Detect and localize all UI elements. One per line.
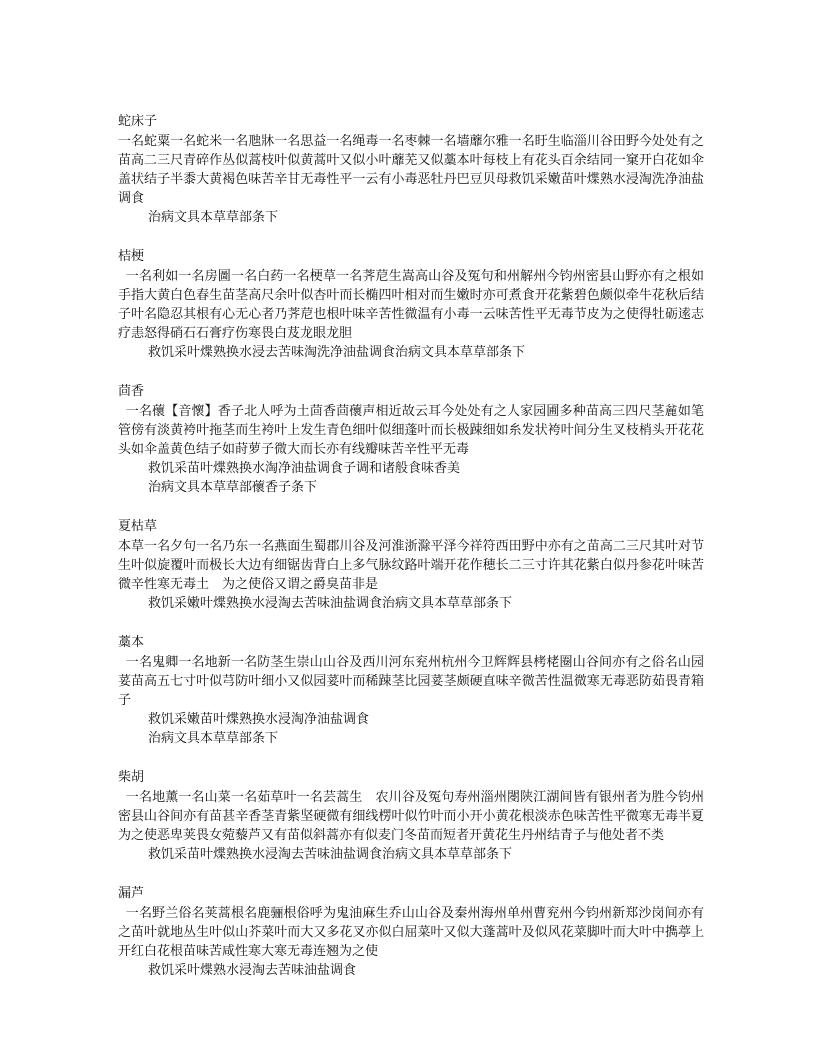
entry-title: 夏枯草 [118, 519, 158, 534]
entry-note: 救饥采叶煠熟换水浸去苦味淘洗净油盐调食治病文具本草草部条下 [148, 345, 526, 360]
entry-body: 一名野兰俗名荚蒿根名鹿骊根俗呼为鬼油麻生乔山山谷及秦州海州单州曹兖州今钧州新郑沙岗间亦有之苗叶就地丛生叶似山芥菜叶而大又多花叉亦似白屈菜叶又似大蓬蒿叶及似风花菜脚叶而大叶中擕葶上开红白花根苗味苦咸性寒大寒无毒连翘为之使 [118, 906, 704, 959]
entry-shechuangzi [118, 112, 704, 227]
entry-body: 一名蛇粟一名蛇米一名虺牀一名思益一名绳毒一名枣棘一名墙蘼尔雅一名盱生临淄川谷田野今处处有之苗高二三尺青碎作丛似蒿枝叶似黄蒿叶又似小叶蘼芜又似藁本叶每枝上有花头百余结同一窠开白花如伞盖状结子半黍大黄褐色味苦辛甘无毒性平一云有小毒恶牡丹巴豆贝母救饥采嫩苗叶煠熟水浸淘洗净油盐调食 [118, 134, 704, 206]
entry-title: 茴香 [118, 384, 145, 399]
entry-gaoben [118, 633, 704, 748]
entry-body: 一名蘹【音懷】香子北人呼为土茴香茴蘹声相近故云耳今处处有之人家园圃多种苗高三四尺茎麄如笔管傍有淡黄袴叶拖茎而生袴叶上发生青色细叶似细蓬叶而长极踈细如糸发状袴叶间分生叉枝梢头开花花头如伞盖黄色结子如莳萝子微大而长亦有线瓣味苦辛性平无毒 [118, 404, 704, 457]
entry-body: 一名地薰一名山菜一名茹草叶一名芸蒿生 农川谷及冤句寿州淄州閿陕江湖间皆有银州者为胜今钧州密县山谷间亦有苗甚辛香茎青紫坚硬微有细线楞叶似竹叶而小开小黄花根淡赤色味苦性平微寒无毒半夏为之使恶卑荚畏女菀藜芦又有苗似斜蒿亦有似麦门冬苗而短者开黄花生丹州结青子与他处者不类 [118, 790, 704, 843]
entry-huixiang [118, 382, 704, 497]
entry-title: 漏芦 [118, 886, 145, 901]
entry-body: 一名利如一名房圖一名白药一名梗草一名荠苨生嵩高山谷及冤句和州解州今钧州密县山野亦有之根如手指大黄白色春生苗茎高尺余叶似杏叶而长椭四叶相对而生嫩时亦可煮食开花紫碧色颇似牵牛花秋后结子叶名隐忍其根有心无心者乃荠苨也根叶味辛苦性微温有小毒一云味苦性平无毒节皮为之使得牡砺逺志疗恚怒得硝石石膏疗伤寒畏白芨龙眼龙胆 [118, 269, 704, 341]
entry-note: 治病文具本草草部条下 [148, 731, 279, 746]
entry-note: 救饥采苗叶煠熟换水淘净油盐调食子调和诸般食味香美 [148, 461, 461, 476]
entry-xiakucao [118, 517, 704, 613]
document-page [118, 112, 704, 1000]
entry-note: 治病文具本草草部蘹香子条下 [148, 480, 318, 495]
entry-body: 本草一名夕句一名乃东一名燕面生蜀郡川谷及河淮浙滁平泽今祥符西田野中亦有之苗高二三尺其叶对节生叶似旋覆叶而极长大边有细锯齿背白上多气脉纹路叶端开花作穂长二三寸许其花紫白似丹参花叶味苦微辛性寒无毒土 为之使俗又谓之爵臭苗非是 [118, 539, 704, 592]
entry-note: 救饥采苗叶煠熟换水浸淘去苦味油盐调食治病文具本草草部条下 [148, 847, 513, 862]
entry-title: 藁本 [118, 635, 145, 650]
entry-body: 一名鬼卿一名地新一名防茎生崇山山谷及西川河东兖州杭州今卫辉辉县栲栳圈山谷间亦有之俗名山园荽苗高五七寸叶似芎防叶细小又似园荽叶而稀踈茎比园荽茎颇硬直味辛微苦性温微寒无毒恶防茹畏青箱子 [118, 655, 704, 708]
entry-title: 蛇床子 [118, 114, 158, 129]
entry-title: 柴胡 [118, 770, 145, 785]
entry-title: 桔梗 [118, 249, 145, 264]
entry-jiegeng [118, 247, 704, 362]
entry-loulu [118, 884, 704, 980]
entry-note: 救饥采叶煠熟水浸淘去苦味油盐调食 [148, 963, 357, 978]
entry-note: 治病文具本草草部条下 [148, 210, 279, 225]
entry-note: 救饥采嫩苗叶煠熟换水浸淘净油盐调食 [148, 712, 370, 727]
entry-note: 救饥采嫩叶煠熟换水浸淘去苦味油盐调食治病文具本草草部条下 [148, 596, 513, 611]
entry-chaihu [118, 768, 704, 864]
